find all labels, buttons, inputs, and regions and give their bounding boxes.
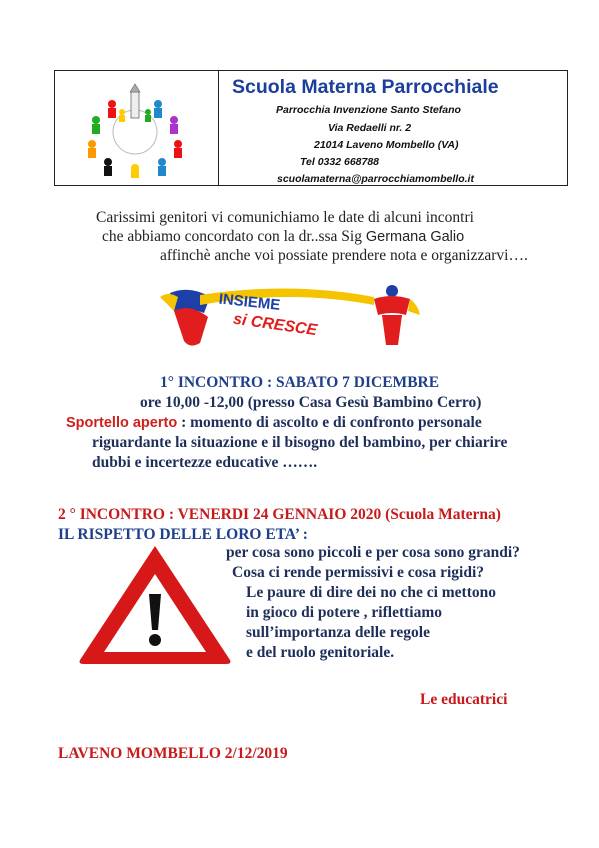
meeting-1-heading: 1° INCONTRO : SABATO 7 DICEMBRE — [160, 374, 440, 391]
sportello-label: Sportello aperto — [66, 415, 178, 431]
intro-line-2-text: che abbiamo concordato con la dr..ssa Sig — [102, 228, 366, 245]
meeting-2-heading: 2 ° INCONTRO : VENERDI 24 GENNAIO 2020 (Scuola Materna) — [58, 506, 501, 523]
header-divider — [218, 70, 219, 186]
intro-line-1: Carissimi genitori vi comunichiamo le date di alcuni incontri — [96, 209, 474, 226]
warning-sign-icon — [74, 540, 236, 668]
meeting-1-desc-1 — [66, 414, 482, 432]
signature: Le educatrici — [420, 691, 508, 708]
address-city: 21014 Laveno Mombello (VA) — [314, 139, 459, 151]
meeting-1-desc-3: dubbi e incertezze educative ……. — [92, 454, 318, 471]
school-logo — [72, 82, 198, 178]
address-street: Via Redaelli nr. 2 — [328, 122, 412, 134]
children-ring-icon — [88, 84, 182, 178]
school-title: Scuola Materna Parrocchiale — [232, 76, 499, 98]
phone-number: Tel 0332 668788 — [300, 156, 380, 168]
doctor-name: Germana Galio — [365, 229, 465, 245]
meeting-1-time: ore 10,00 -12,00 (presso Casa Gesù Bambino Cerro) — [140, 394, 482, 411]
email-address[interactable]: scuolamaterna@parrocchiamombello.it — [277, 173, 474, 185]
intro-line-2 — [102, 228, 464, 246]
topic-point-1: per cosa sono piccoli e per cosa sono grandi? — [226, 544, 520, 561]
meeting-1-desc-2: riguardante la situazione e il bisogno del bambino, per chiarire — [92, 434, 508, 451]
place-date: LAVENO MOMBELLO 2/12/2019 — [58, 745, 288, 762]
banner-word-1: INSIEME — [217, 290, 282, 314]
topic-point-2: Cosa ci rende permissivi e cosa rigidi? — [232, 564, 484, 581]
topic-point-3: Le paure di dire dei no che ci mettono — [246, 584, 496, 601]
meeting-1-desc-1-text: : momento di ascolto e di confronto personale — [177, 414, 482, 431]
intro-line-3: affinchè anche voi possiate prendere nota e organizzarvi…. — [160, 247, 528, 264]
topic-point-4: in gioco di potere , riflettiamo — [246, 604, 443, 621]
banner-word-2: si CRESCE — [232, 310, 319, 340]
topic-point-6: e del ruolo genitoriale. — [246, 644, 395, 661]
child-figure-right-icon — [374, 285, 420, 345]
insieme-si-cresce-banner — [160, 283, 422, 355]
meeting-2-topic: IL RISPETTO DELLE LORO ETA’ : — [58, 526, 308, 543]
parish-name: Parrocchia Invenzione Santo Stefano — [276, 104, 461, 116]
topic-point-5: sull’importanza delle regole — [246, 624, 430, 641]
